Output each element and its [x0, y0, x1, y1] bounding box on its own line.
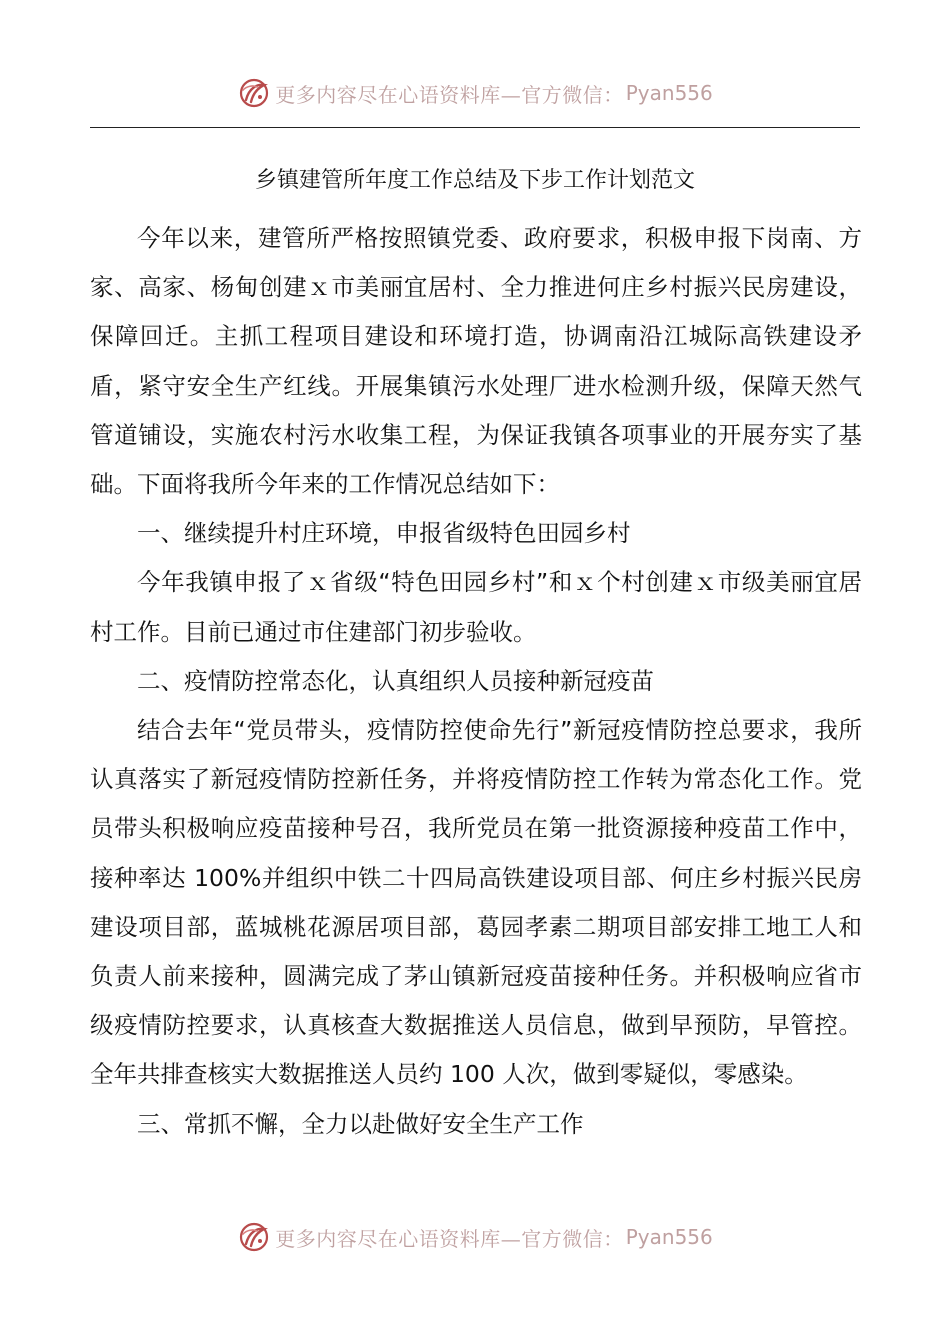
section-1-paragraph: 今年我镇申报了ｘ省级“特色田园乡村”和ｘ个村创建ｘ市级美丽宜居村工作。目前已通过市住建部门初步验收。 [90, 568, 862, 646]
header-divider [90, 127, 860, 128]
section-heading-2: 二、疫情防控常态化，认真组织人员接种新冠疫苗 [137, 666, 654, 695]
section-heading-3: 三、常抓不懈，全力以赴做好安全生产工作 [137, 1109, 584, 1138]
footer-banner-text: 更多内容尽在心语资料库—官方微信： [275, 1226, 624, 1251]
swirl-logo-icon [237, 76, 271, 110]
document-body [90, 214, 862, 1149]
document-title: 乡镇建管所年度工作总结及下步工作计划范文 [254, 168, 695, 193]
intro-paragraph: 今年以来，建管所严格按照镇党委、政府要求，积极申报下岗南、方家、高家、杨甸创建ｘ市美丽宜居村、全力推进何庄乡村振兴民房建设，保障回迁。主抓工程项目建设和环境打造，协调南沿江城际高铁建设矛盾，紧守安全生产红线。开展集镇污水处理厂进水检测升级，保障天然气管道铺设，实施农村污水收集工程，为保证我镇各项事业的开展夯实了基础。下面将我所今年来的工作情况总结如下： [90, 224, 862, 499]
header-wechat-id: Pyan556 [625, 81, 713, 105]
header-watermark-banner [0, 73, 950, 113]
section-heading-1: 一、继续提升村庄环境，申报省级特色田园乡村 [137, 519, 631, 548]
swirl-logo-icon [237, 1220, 271, 1254]
section-2-paragraph: 结合去年“党员带头，疫情防控使命先行”新冠疫情防控总要求，我所认真落实了新冠疫情防控新任务，并将疫情防控工作转为常态化工作。党员带头积极响应疫苗接种号召，我所党员在第一批资源接种疫苗工作中，接种率达 100%并组织中铁二十四局高铁建设项目部、何庄乡村振兴民房建设项目部，蓝城桃花源居项目部，葛园孝素二期项目部安排工地工人和负责人前来接种，圆满完成了茅山镇新冠疫苗接种任务。并积极响应省市级疫情防控要求，认真核查大数据推送人员信息，做到早预防，早管控。全年共排查核实大数据推送人员约 100 人次，做到零疑似，零感染。 [90, 716, 862, 1089]
footer-watermark-banner [0, 1217, 950, 1257]
header-banner-text: 更多内容尽在心语资料库—官方微信： [275, 82, 624, 107]
footer-wechat-id: Pyan556 [625, 1225, 713, 1249]
